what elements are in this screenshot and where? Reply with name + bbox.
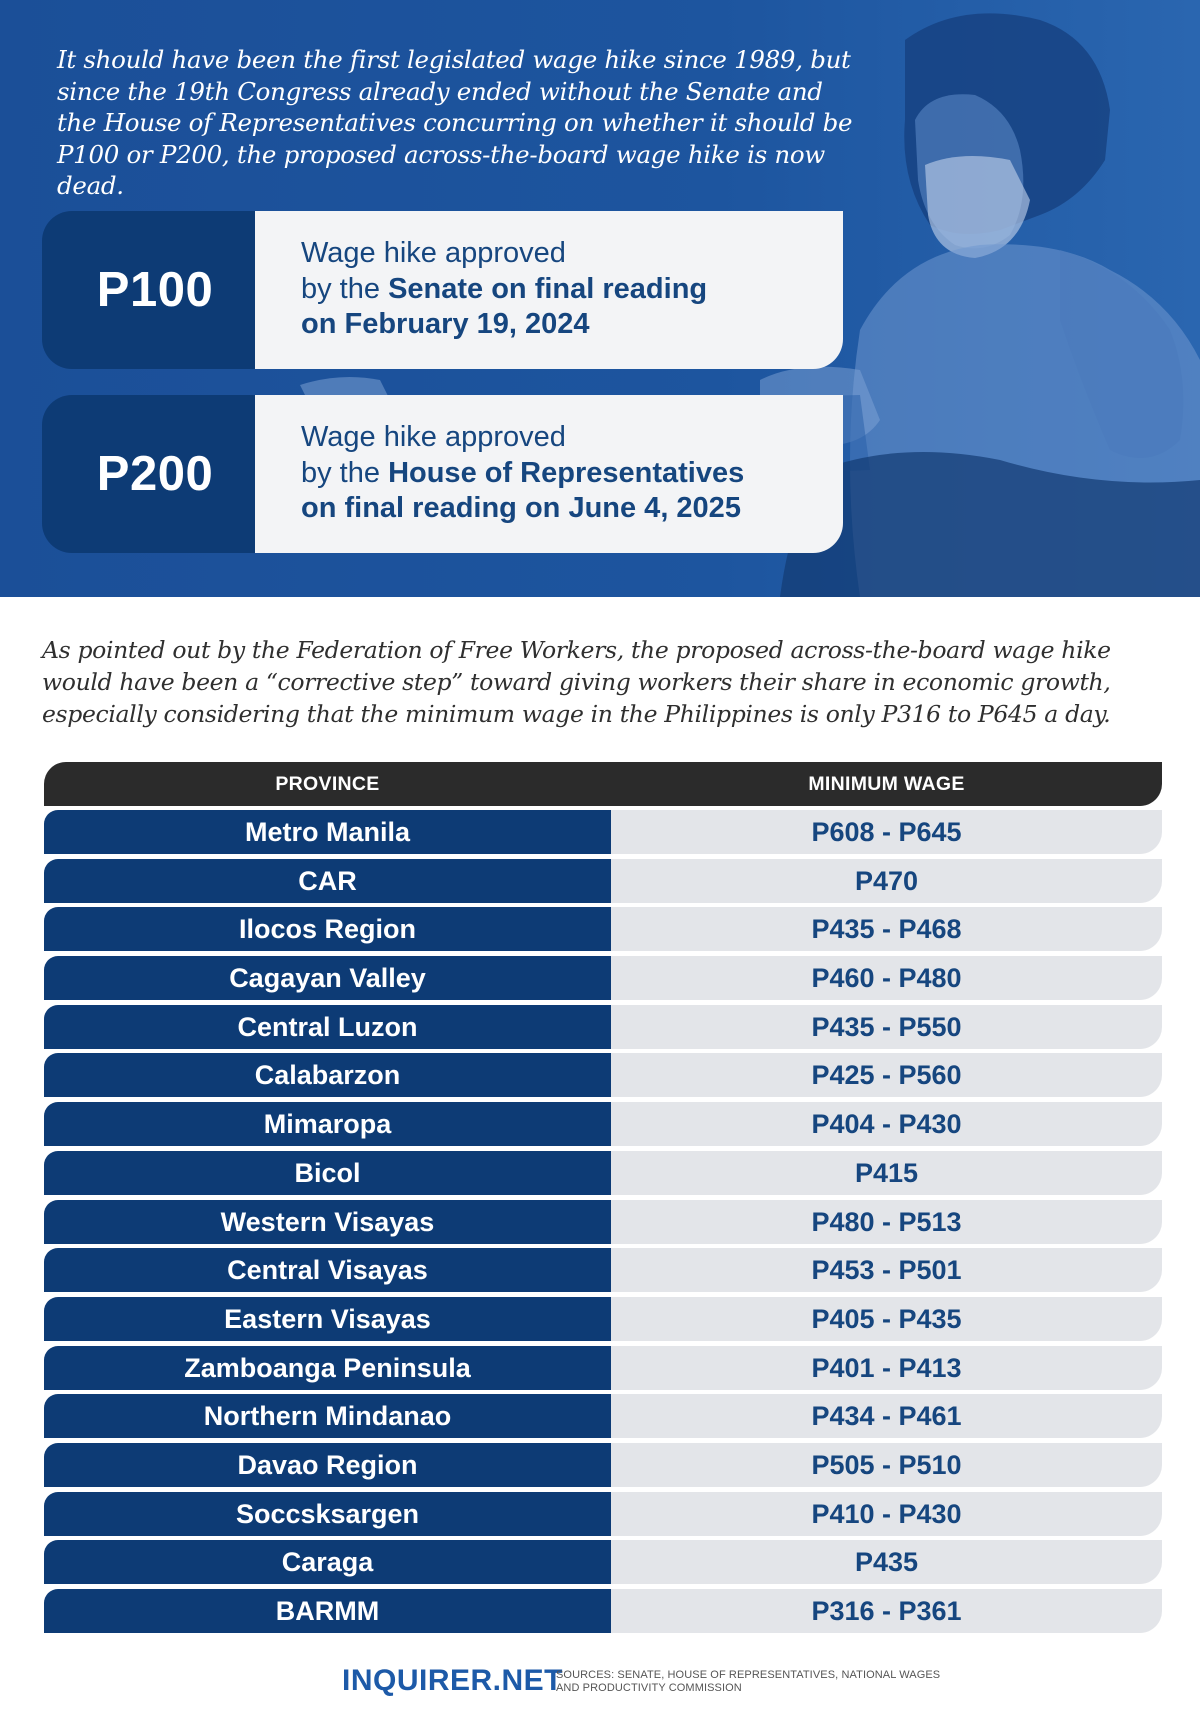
wage-cell: P401 - P413 (611, 1346, 1162, 1390)
wage-cell: P435 - P468 (611, 907, 1162, 951)
wage-description (255, 211, 843, 369)
column-header-province: PROVINCE (275, 773, 380, 795)
province-cell: BARMM (44, 1589, 611, 1633)
intro-paragraph: It should have been the first legislated wage hike since 1989, but since the 19th Congress already ended without the Senate and the House of Representatives concurring on whether it should be P100 or P200, the proposed across-the-board wage hike is now dead. (57, 45, 853, 200)
description-bold: on final reading on June 4, 2025 (301, 492, 741, 524)
table-row (44, 810, 1162, 854)
table-row (44, 1589, 1162, 1633)
description-bold: on February 19, 2024 (301, 308, 590, 340)
table-row (44, 1492, 1162, 1536)
description-line (301, 456, 843, 492)
description-prefix: by the (301, 456, 389, 489)
province-cell: Ilocos Region (44, 907, 611, 951)
table-row (44, 956, 1162, 1000)
province-cell: Central Luzon (44, 1005, 611, 1049)
table-body (44, 810, 1162, 1633)
wage-amount: P200 (42, 395, 268, 553)
table-row (44, 1200, 1162, 1244)
province-cell: Zamboanga Peninsula (44, 1346, 611, 1390)
wage-cell: P435 - P550 (611, 1005, 1162, 1049)
province-cell: CAR (44, 859, 611, 903)
table-row (44, 1297, 1162, 1341)
table-row (44, 1151, 1162, 1195)
wage-cell: P316 - P361 (611, 1589, 1162, 1633)
province-cell: Metro Manila (44, 810, 611, 854)
senate-wage-card (42, 211, 843, 369)
province-cell: Caraga (44, 1540, 611, 1584)
table-row (44, 1394, 1162, 1438)
province-cell: Calabarzon (44, 1053, 611, 1097)
minimum-wage-table (44, 762, 1162, 1633)
province-cell: Bicol (44, 1151, 611, 1195)
wage-description (255, 395, 843, 553)
footer (0, 1662, 1200, 1702)
column-header-wage: MINIMUM WAGE (808, 773, 965, 795)
province-cell: Western Visayas (44, 1200, 611, 1244)
province-cell: Cagayan Valley (44, 956, 611, 1000)
wage-cell: P505 - P510 (611, 1443, 1162, 1487)
province-cell: Eastern Visayas (44, 1297, 611, 1341)
description-line: Wage hike approved (301, 421, 566, 453)
wage-cell: P404 - P430 (611, 1102, 1162, 1146)
province-cell: Davao Region (44, 1443, 611, 1487)
table-row (44, 859, 1162, 903)
table-row (44, 1443, 1162, 1487)
table-header (44, 762, 1162, 806)
wage-cell: P434 - P461 (611, 1394, 1162, 1438)
province-cell: Soccsksargen (44, 1492, 611, 1536)
description-bold: House of Representatives (388, 456, 745, 489)
wage-cell: P608 - P645 (611, 810, 1162, 854)
sources-note: SOURCES: SENATE, HOUSE OF REPRESENTATIVES, NATIONAL WAGES AND PRODUCTIVITY COMMISSION (556, 1669, 941, 1694)
inquirer-logo: INQUIRER.NET (342, 1664, 564, 1697)
description-line (301, 307, 843, 343)
table-row (44, 1005, 1162, 1049)
province-cell: Central Visayas (44, 1248, 611, 1292)
wage-cell: P480 - P513 (611, 1200, 1162, 1244)
description-line (301, 272, 843, 308)
house-wage-card (42, 395, 843, 553)
description-prefix: by the (301, 272, 389, 305)
wage-cell: P405 - P435 (611, 1297, 1162, 1341)
table-row (44, 907, 1162, 951)
wage-cell: P410 - P430 (611, 1492, 1162, 1536)
wage-cell: P453 - P501 (611, 1248, 1162, 1292)
province-cell: Mimaropa (44, 1102, 611, 1146)
description-bold: Senate on final reading (388, 272, 708, 305)
table-row (44, 1248, 1162, 1292)
body-paragraph: As pointed out by the Federation of Free Workers, the proposed across-the-board wage hike would have been a “corrective step” toward giving workers their share in economic growth, especially considering that the minimum wage in the Philippines is only P316 to P645 a day. (42, 636, 1111, 728)
wage-cell: P460 - P480 (611, 956, 1162, 1000)
wage-cell: P425 - P560 (611, 1053, 1162, 1097)
description-line: Wage hike approved (301, 237, 566, 269)
table-row (44, 1540, 1162, 1584)
table-row (44, 1102, 1162, 1146)
wage-cell: P435 (611, 1540, 1162, 1584)
wage-cell: P470 (611, 859, 1162, 903)
table-row (44, 1053, 1162, 1097)
province-cell: Northern Mindanao (44, 1394, 611, 1438)
hero-banner (0, 0, 1200, 597)
wage-amount: P100 (42, 211, 268, 369)
description-line (301, 491, 843, 527)
table-row (44, 1346, 1162, 1390)
wage-cell: P415 (611, 1151, 1162, 1195)
